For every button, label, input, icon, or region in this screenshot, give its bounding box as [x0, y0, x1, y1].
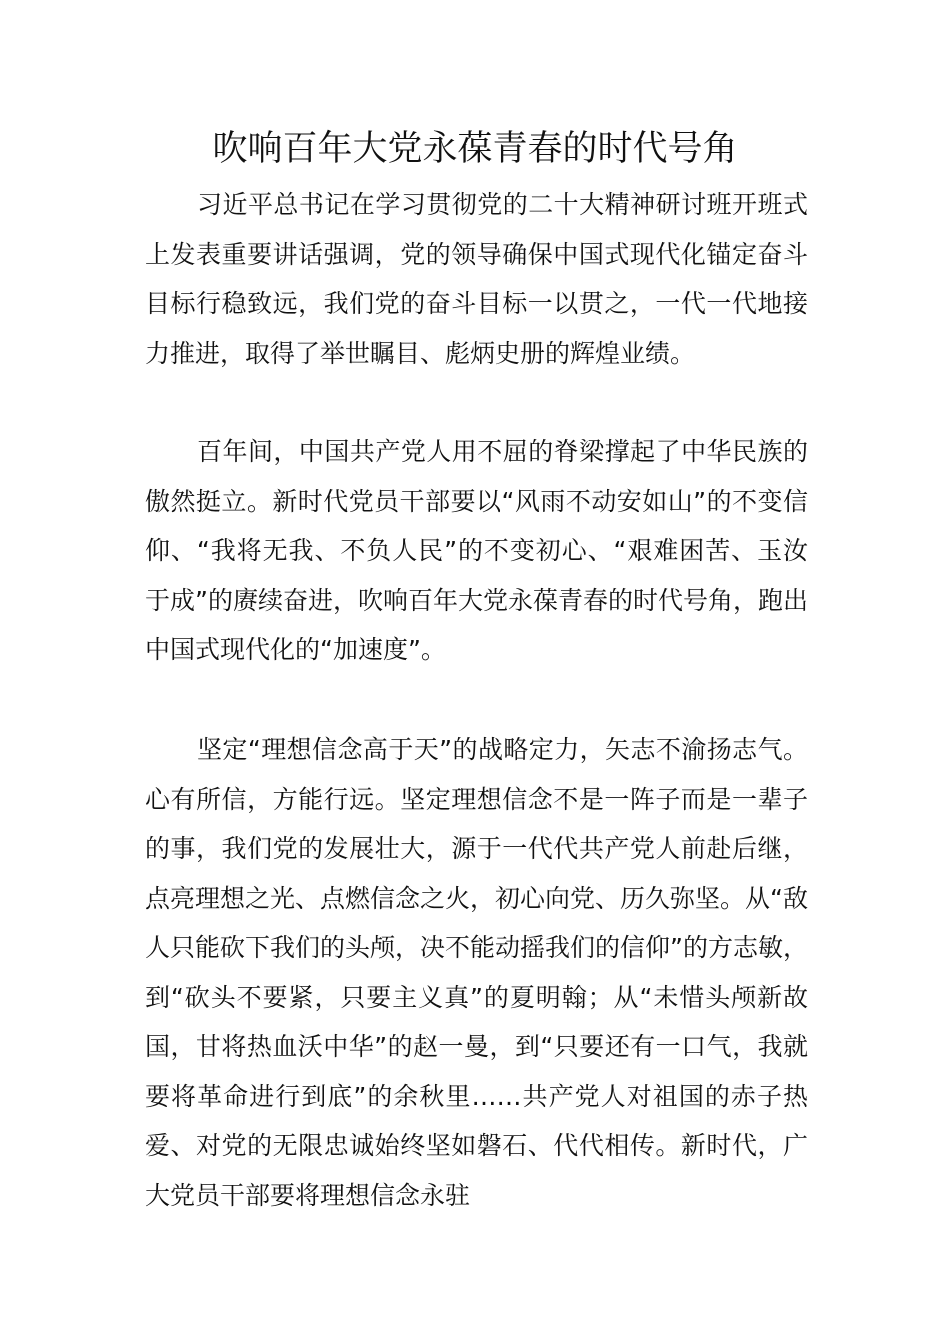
paragraph-1: 习近平总书记在学习贯彻党的二十大精神研讨班开班式上发表重要讲话强调，党的领导确保中国式现代化锚定奋斗目标行稳致远，我们党的奋斗目标一以贯之，一代一代地接力推进，取得了举世瞩目、彪炳史册的辉煌业绩。	[145, 190, 808, 368]
document-title: 吹响百年大党永葆青春的时代号角	[212, 129, 738, 169]
paragraph-2: 百年间，中国共产党人用不屈的脊梁撑起了中华民族的傲然挺立。新时代党员干部要以“风雨不动安如山”的不变信仰、“我将无我、不负人民”的不变初心、“艰难困苦、玉汝于成”的赓续奋进，吹响百年大党永葆青春的时代号角，跑出中国式现代化的“加速度”。	[145, 437, 808, 664]
paragraph-3: 坚定“理想信念高于天”的战略定力，矢志不渝扬志气。心有所信，方能行远。坚定理想信念不是一阵子而是一辈子的事，我们党的发展壮大，源于一代代共产党人前赴后继，点亮理想之光、点燃信念之火，初心向党、历久弥坚。从“敌人只能砍下我们的头颅，决不能动摇我们的信仰”的方志敏，到“砍头不要紧，只要主义真”的夏明翰；从“未惜头颅新故国，甘将热血沃中华”的赵一曼，到“只要还有一口气，我就要将革命进行到底”的余秋里……共产党人对祖国的赤子热爱、对党的无限忠诚始终坚如磐石、代代相传。新时代，广大党员干部要将理想信念永驻	[145, 735, 808, 1210]
